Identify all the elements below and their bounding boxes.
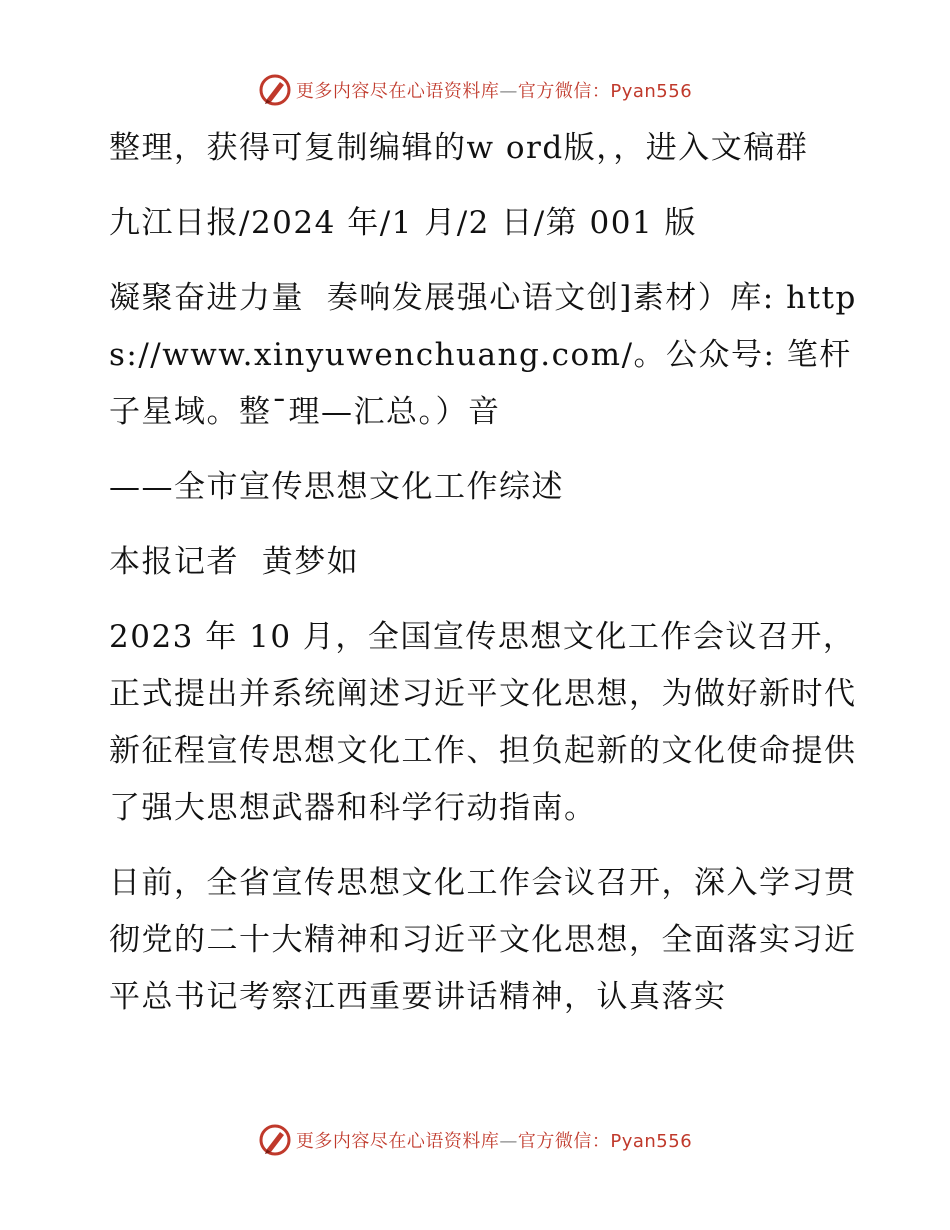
footer-watermark-banner bbox=[0, 1120, 950, 1160]
paragraph-intro-note: 整理，获得可复制编辑的w ord版，，进入文稿群 bbox=[109, 130, 809, 166]
document-body bbox=[97, 120, 857, 1044]
paragraph-body-1: 2023 年 10 月，全国宣传思想文化工作会议召开，正式提出并系统阐述习近平文化思想，为做好新时代新征程宣传思想文化工作、担负起新的文化使命提供了强大思想武器和科学行动指南。 bbox=[109, 619, 857, 826]
watermark-text: 更多内容尽在心语资料库—官方微信：Pyan556 bbox=[295, 81, 693, 102]
paragraph-body-2: 日前，全省宣传思想文化工作会议召开，深入学习贯彻党的二十大精神和习近平文化思想，全面落实习近平总书记考察江西重要讲话精神，认真落实 bbox=[109, 865, 857, 1015]
paragraph-source-line: 九江日报/2024 年/1 月/2 日/第 001 版 bbox=[109, 205, 698, 241]
header-watermark-banner bbox=[0, 70, 950, 110]
paragraph-subtitle: ——全市宣传思想文化工作综述 bbox=[109, 469, 564, 505]
pen-logo-icon bbox=[258, 1123, 292, 1157]
paragraph-byline: 本报记者 黄梦如 bbox=[109, 544, 360, 580]
pen-logo-icon bbox=[258, 73, 292, 107]
watermark-text: 更多内容尽在心语资料库—官方微信：Pyan556 bbox=[295, 1131, 693, 1152]
paragraph-headline: 凝聚奋进力量 奏响发展强心语文创]素材）库: https://www.xinyuwenchuang.com/。公众号: 笔杆子星域。整¯理—汇总。）音 bbox=[109, 280, 857, 430]
